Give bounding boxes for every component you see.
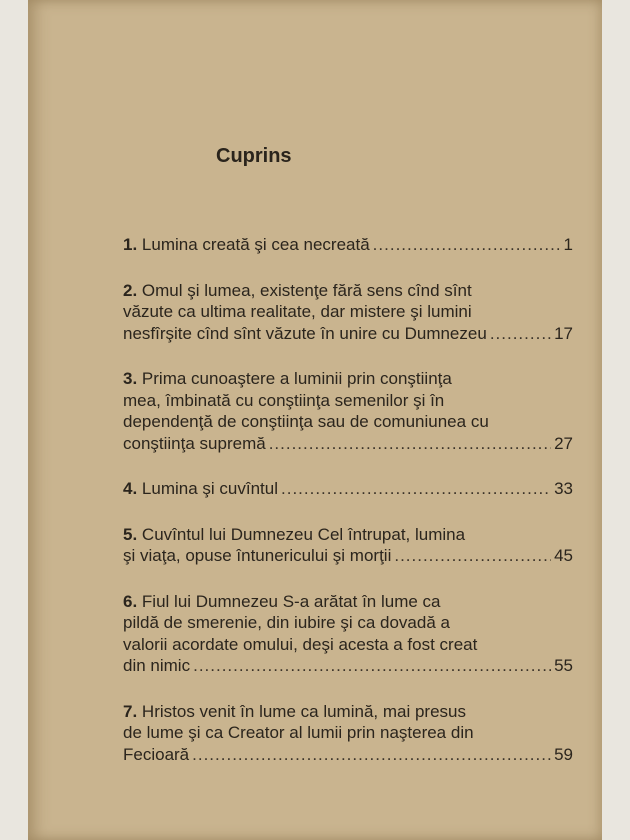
entry-title-end: Lumina creată şi cea necreată [141, 235, 370, 254]
entry-last-line [123, 234, 573, 256]
toc-entry [123, 234, 573, 256]
entry-text: văzute ca ultima realitate, dar mistere şi lumini [123, 302, 472, 321]
entry-number: 4. [123, 479, 138, 498]
entry-text: dependenţă de conştiinţa sau de comuniunea cu [123, 412, 489, 431]
entry-title-end: nesfîrşite cînd sînt văzute în unire cu Dumnezeu [123, 323, 487, 343]
entry-text-line [123, 411, 573, 433]
dot-leader [192, 744, 551, 766]
entry-text: de lume şi ca Creator al lumii prin naşterea din [123, 723, 474, 742]
page-number: 27 [554, 433, 573, 453]
page-title: Cuprins [216, 145, 292, 167]
entry-text-line [123, 722, 573, 744]
entry-text-line [123, 634, 573, 656]
entry-text-line [123, 280, 573, 302]
entry-title-end: şi viaţa, opuse întunericului şi morţii [123, 546, 392, 565]
entry-text: Fiul lui Dumnezeu S-a arătat în lume ca [141, 591, 441, 611]
page-number: 17 [554, 323, 573, 343]
entry-text-line [123, 390, 573, 412]
entry-text-line [123, 612, 573, 634]
dot-leader [394, 545, 551, 567]
entry-text: Prima cunoaştere a luminii prin conştiinţa [141, 369, 452, 388]
page-number: 33 [554, 479, 573, 498]
entry-last-line [123, 323, 573, 345]
entry-number: 1. [123, 235, 138, 254]
table-of-contents [123, 234, 573, 789]
entry-number: 5. [123, 524, 138, 544]
entry-text-line [123, 591, 573, 613]
page-number: 1 [563, 235, 573, 254]
entry-last-line [123, 478, 573, 500]
entry-text: Omul şi lumea, existenţe fără sens cînd sînt [141, 280, 472, 300]
toc-entry [123, 280, 573, 345]
entry-title-end: Fecioară [123, 744, 190, 764]
toc-entry [123, 368, 573, 454]
book-page [28, 0, 602, 840]
entry-text: pildă de smerenie, din iubire şi ca dovadă a [123, 613, 450, 632]
entry-number: 3. [123, 369, 138, 388]
page-number: 45 [554, 546, 573, 565]
toc-entry [123, 591, 573, 677]
dot-leader [269, 433, 551, 455]
entry-text-line [123, 368, 573, 390]
dot-leader [490, 323, 551, 345]
entry-last-line [123, 744, 573, 766]
entry-text: Hristos venit în lume ca lumină, mai presus [141, 701, 466, 721]
entry-number: 7. [123, 701, 138, 721]
entry-number: 6. [123, 591, 138, 611]
entry-last-line [123, 433, 573, 455]
dot-leader [373, 234, 561, 256]
dot-leader [193, 655, 551, 677]
entry-number: 2. [123, 280, 138, 300]
entry-last-line [123, 655, 573, 677]
entry-text: valorii acordate omului, deşi acesta a fost creat [123, 634, 478, 654]
entry-text-line [123, 301, 573, 323]
entry-title-end: Lumina şi cuvîntul [141, 479, 278, 498]
entry-text: Cuvîntul lui Dumnezeu Cel întrupat, lumina [141, 524, 466, 544]
page-number: 59 [554, 744, 573, 764]
page-number: 55 [554, 656, 573, 675]
dot-leader [281, 478, 551, 500]
entry-text-line [123, 524, 573, 546]
toc-entry [123, 701, 573, 766]
entry-title-end: conştiinţa supremă [123, 433, 266, 453]
entry-text: mea, îmbinată cu conştiinţa semenilor şi în [123, 390, 445, 410]
toc-entry [123, 478, 573, 500]
entry-last-line [123, 545, 573, 567]
entry-title-end: din nimic [123, 656, 191, 675]
toc-entry [123, 524, 573, 567]
entry-text-line [123, 701, 573, 723]
